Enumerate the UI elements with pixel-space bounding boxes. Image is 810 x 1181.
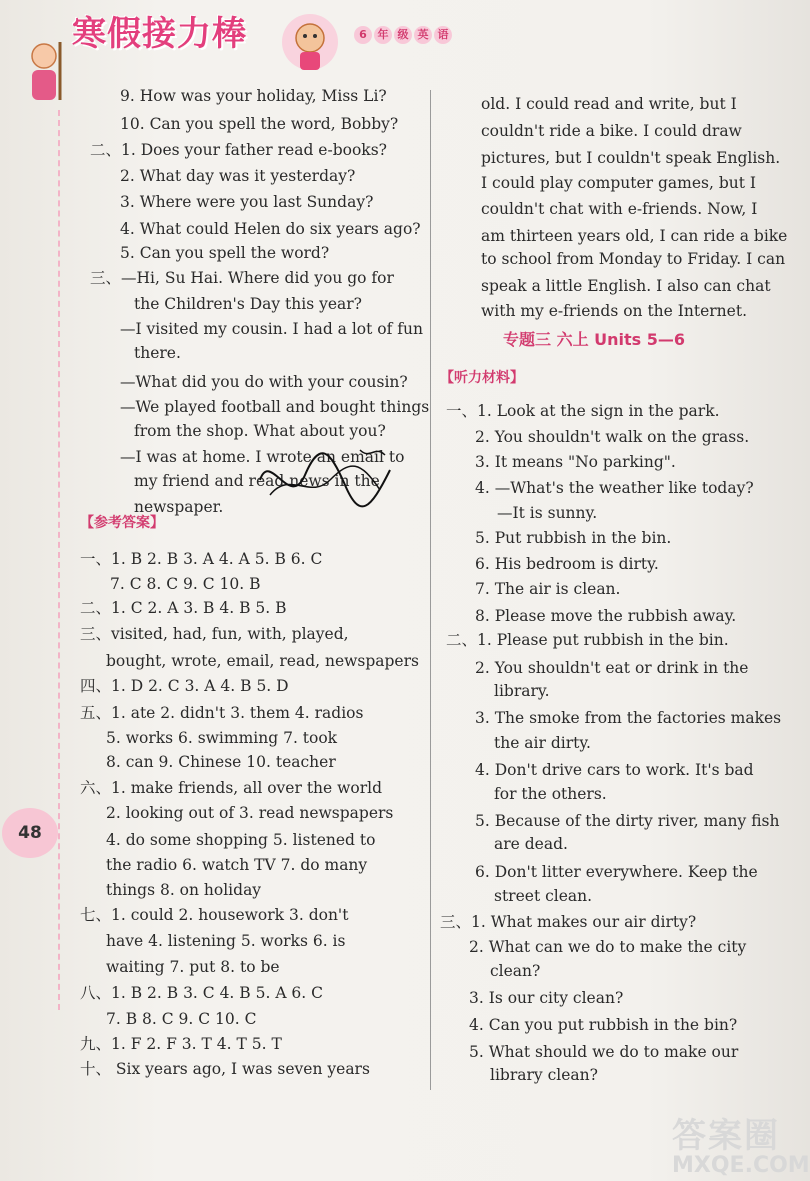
text-line: street clean.: [494, 887, 593, 905]
text-line: 四、1. D 2. C 3. A 4. B 5. D: [80, 677, 289, 695]
section-title: 专题三 六上 Units 5—6: [503, 330, 686, 349]
text-line: library.: [494, 682, 550, 700]
text-line: library clean?: [490, 1066, 598, 1084]
text-line: 5. works 6. swimming 7. took: [106, 729, 338, 747]
text-line: am thirteen years old, I can ride a bike: [481, 227, 788, 245]
grade-char: 级: [394, 26, 412, 44]
text-line: couldn't ride a bike. I could draw: [481, 122, 742, 140]
text-line: 2. What day was it yesterday?: [120, 167, 356, 185]
text-line: 2. What can we do to make the city: [469, 938, 747, 956]
grade-subject-badges: [354, 26, 452, 44]
text-line: 9. How was your holiday, Miss Li?: [120, 87, 387, 105]
text-line: 2. You shouldn't walk on the grass.: [475, 428, 750, 446]
text-line: are dead.: [494, 835, 568, 853]
text-line: 3. Where were you last Sunday?: [120, 193, 374, 211]
text-line: 4. Can you put rubbish in the bin?: [469, 1016, 738, 1034]
text-line: bought, wrote, email, read, newspapers: [106, 652, 419, 670]
text-line: 三、1. What makes our air dirty?: [440, 913, 697, 931]
text-line: pictures, but I couldn't speak English.: [481, 149, 781, 167]
text-line: 5. What should we do to make our: [469, 1043, 739, 1061]
answer-key-heading: 【参考答案】: [80, 515, 164, 531]
text-line: 二、1. C 2. A 3. B 4. B 5. B: [80, 599, 287, 617]
text-line: 十、 Six years ago, I was seven years: [80, 1060, 370, 1078]
text-line: 7. C 8. C 9. C 10. B: [110, 575, 261, 593]
left-margin-border: [0, 110, 60, 1010]
text-line: 七、1. could 2. housework 3. don't: [80, 906, 349, 924]
text-line: things 8. on holiday: [106, 881, 262, 899]
column-divider: [430, 90, 431, 1090]
text-line: 2. looking out of 3. read newspapers: [106, 804, 394, 822]
text-line: the radio 6. watch TV 7. do many: [106, 856, 368, 874]
text-line: 5. Can you spell the word?: [120, 244, 330, 262]
text-line: couldn't chat with e-friends. Now, I: [481, 200, 758, 218]
text-line: 2. You shouldn't eat or drink in the: [475, 659, 749, 677]
text-line: 六、1. make friends, all over the world: [80, 779, 383, 797]
text-line: to school from Monday to Friday. I can: [481, 250, 786, 268]
text-line: the air dirty.: [494, 734, 591, 752]
text-line: 8. can 9. Chinese 10. teacher: [106, 753, 336, 771]
text-line: 5. Put rubbish in the bin.: [475, 529, 672, 547]
text-line: —It is sunny.: [497, 504, 598, 522]
text-line: 4. do some shopping 5. listened to: [106, 831, 376, 849]
text-line: 8. Please move the rubbish away.: [475, 607, 737, 625]
grade-char: 英: [414, 26, 432, 44]
text-line: my friend and read news in the: [134, 472, 380, 490]
text-line: for the others.: [494, 785, 607, 803]
text-line: the Children's Day this year?: [134, 295, 362, 313]
text-line: with my e-friends on the Internet.: [481, 302, 747, 320]
text-line: newspaper.: [134, 498, 224, 516]
watermark-line2: MXQE.COM: [672, 1153, 810, 1178]
text-line: 三、—Hi, Su Hai. Where did you go for: [90, 269, 394, 287]
text-line: 7. The air is clean.: [475, 580, 621, 598]
text-line: waiting 7. put 8. to be: [106, 958, 280, 976]
grade-char: 年: [374, 26, 392, 44]
text-line: 九、1. F 2. F 3. T 4. T 5. T: [80, 1035, 282, 1053]
page-number: 48: [2, 808, 58, 858]
watermark: [672, 1108, 810, 1178]
grade-char: 6: [354, 26, 372, 44]
text-line: —What did you do with your cousin?: [120, 373, 408, 391]
text-line: old. I could read and write, but I: [481, 95, 737, 113]
text-line: 一、1. B 2. B 3. A 4. A 5. B 6. C: [80, 550, 323, 568]
text-line: 4. What could Helen do six years ago?: [120, 220, 421, 238]
child-character-icon: [275, 12, 345, 76]
text-line: 二、1. Does your father read e-books?: [90, 141, 387, 159]
header-banner: [0, 0, 520, 70]
text-line: —I visited my cousin. I had a lot of fun: [120, 320, 423, 338]
text-line: —I was at home. I wrote an email to: [120, 448, 405, 466]
ink-scribble: [250, 440, 420, 520]
text-line: 3. It means "No parking".: [475, 453, 676, 471]
text-line: 八、1. B 2. B 3. C 4. B 5. A 6. C: [80, 984, 324, 1002]
text-line: 3. The smoke from the factories makes: [475, 709, 782, 727]
text-line: 五、1. ate 2. didn't 3. them 4. radios: [80, 704, 364, 722]
text-line: I could play computer games, but I: [481, 174, 757, 192]
listening-material-heading: 【听力材料】: [440, 370, 524, 386]
text-line: 二、1. Please put rubbish in the bin.: [446, 631, 729, 649]
text-line: 7. B 8. C 9. C 10. C: [106, 1010, 257, 1028]
brand-title: 寒假接力棒: [72, 14, 247, 54]
text-line: speak a little English. I also can chat: [481, 277, 771, 295]
text-line: 一、1. Look at the sign in the park.: [446, 402, 720, 420]
text-line: 10. Can you spell the word, Bobby?: [120, 115, 399, 133]
text-line: 4. Don't drive cars to work. It's bad: [475, 761, 754, 779]
text-line: 3. Is our city clean?: [469, 989, 624, 1007]
grade-char: 语: [434, 26, 452, 44]
text-line: have 4. listening 5. works 6. is: [106, 932, 346, 950]
text-line: clean?: [490, 962, 541, 980]
text-line: —We played football and bought things: [120, 398, 430, 416]
mascot-icon: [20, 40, 68, 110]
text-line: 4. —What's the weather like today?: [475, 479, 754, 497]
text-line: 三、visited, had, fun, with, played,: [80, 625, 349, 643]
text-line: from the shop. What about you?: [134, 422, 386, 440]
watermark-line1: 答案圈: [672, 1116, 780, 1156]
text-line: 5. Because of the dirty river, many fish: [475, 812, 780, 830]
text-line: there.: [134, 344, 181, 362]
text-line: 6. His bedroom is dirty.: [475, 555, 659, 573]
text-line: 6. Don't litter everywhere. Keep the: [475, 863, 758, 881]
